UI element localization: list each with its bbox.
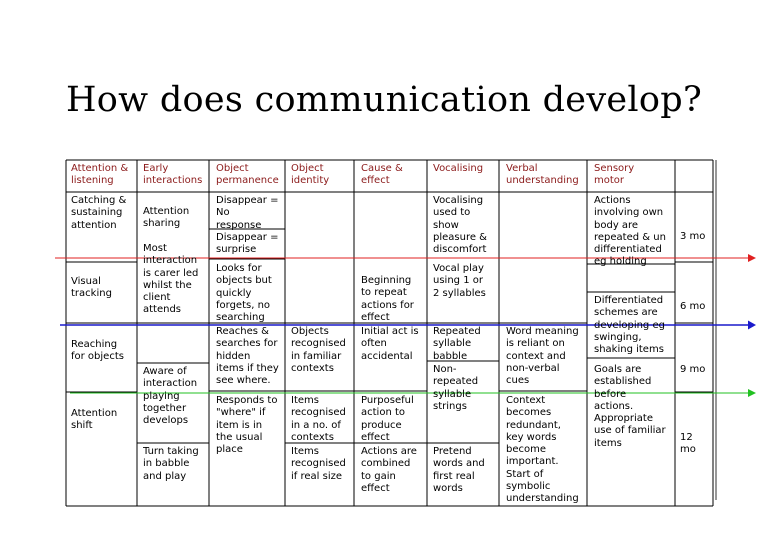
age-12-months: 12 mo — [680, 432, 696, 456]
cell-repeat-actions: Beginning to repeat actions for effect — [361, 275, 414, 323]
cell-pretend-words: Pretend words and first real words — [433, 446, 485, 494]
age-6-months: 6 mo — [680, 301, 706, 312]
cell-objects-familiar: Objects recognised in familiar contexts — [291, 326, 346, 374]
header-object-identity: Object identity — [291, 163, 330, 187]
age-3-months: 3 mo — [680, 231, 706, 242]
cell-attention-shift: Attention shift — [71, 408, 118, 432]
cell-visual-tracking: Visual tracking — [71, 276, 112, 300]
cell-turn-taking: Turn taking in babble and play — [143, 446, 199, 482]
cell-searches-hidden: Reaches & searches for hidden items if they see where. — [216, 326, 279, 387]
header-attention-listening: Attention & listening — [71, 163, 129, 187]
cell-non-repeated-strings: Non- repeated syllable strings — [433, 364, 479, 412]
header-object-permanence: Object permanence — [216, 163, 279, 187]
cell-reaching-objects: Reaching for objects — [71, 339, 124, 363]
header-early-interactions: Early interactions — [143, 163, 203, 187]
header-cause-effect: Cause & effect — [361, 163, 403, 187]
cell-items-contexts: Items recognised in a no. of contexts — [291, 395, 346, 443]
cell-differentiated-schemes: Differentiated schemes are developing eg swinging, shaking items — [594, 295, 665, 356]
cell-items-real-size: Items recognised if real size — [291, 446, 346, 482]
header-sensory-motor: Sensory motor — [594, 163, 635, 187]
cell-accidental: Initial act is often accidental — [361, 326, 419, 362]
cell-carer-led: Most interaction is carer led whilst the client attends — [143, 243, 199, 316]
cell-goals-established: Goals are established before actions. Appropriate use of familiar items — [594, 364, 666, 449]
age-9-months: 9 mo — [680, 364, 706, 375]
slide-title: How does communication develop? — [65, 80, 703, 120]
cell-looks-for-objects: Looks for objects but quickly forgets, no searching — [216, 263, 272, 324]
cell-repeated-babble: Repeated syllable babble — [433, 326, 481, 362]
cell-attention-sharing: Attention sharing — [143, 206, 190, 230]
cell-vocal-play: Vocal play using 1 or 2 syllables — [433, 263, 486, 299]
cell-disappear-surprise: Disappear = surprise — [216, 232, 279, 256]
cell-word-meaning-context: Word meaning is reliant on context and non-verbal cues — [506, 326, 579, 387]
cell-actions-own-body: Actions involving own body are repeated & un differentiated eg holding — [594, 195, 666, 268]
header-verbal-understanding: Verbal understanding — [506, 163, 579, 187]
cell-purposeful: Purposeful action to produce effect — [361, 395, 414, 443]
cell-responds-where: Responds to "where" if item is in the usual place — [216, 395, 278, 456]
header-vocalising: Vocalising — [433, 163, 484, 174]
cell-catching-attention: Catching & sustaining attention — [71, 195, 127, 231]
cell-context-redundant: Context becomes redundant, key words become important. Start of symbolic understanding — [506, 395, 579, 505]
cell-disappear-no-response: Disappear = No response — [216, 195, 279, 231]
cell-combined-actions: Actions are combined to gain effect — [361, 446, 417, 494]
cell-aware-interaction: Aware of interaction playing together develops — [143, 366, 198, 427]
cell-vocalising-pleasure: Vocalising used to show pleasure & discomfort — [433, 195, 487, 256]
